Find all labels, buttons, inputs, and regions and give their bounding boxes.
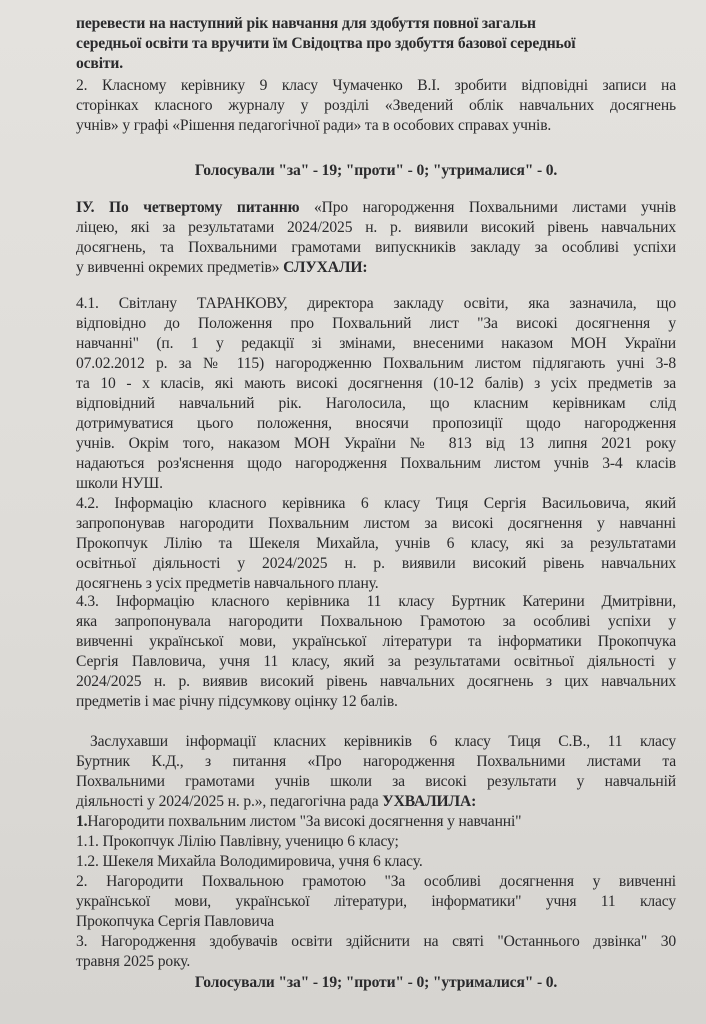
summary-tail: діяльності у 2024/2025 н. р.», педагогічна рада <box>76 793 379 810</box>
s4-heading-line-1 <box>76 198 676 218</box>
p41-line: надаються роз'яснення щодо нагородження Похвальним листом учнів 3-4 класів <box>76 455 676 472</box>
s3-vote: Голосували "за" - 19; "проти" - 0; "утрималися" - 0. <box>194 162 558 179</box>
p42-line: запропонував нагородити Похвальним листом за високі досягнення у навчанні <box>76 515 676 532</box>
s4-heading-bold: ІУ. По четвертому питанню <box>76 199 300 216</box>
p43-line: вивченні української мови, української літератури та інформатики Прокопчука <box>76 633 676 650</box>
summary-line <box>76 792 476 812</box>
s4-heading-line-3: досягнень, та Похвальними грамотами випускників закладу за особливі успіхи <box>76 239 676 256</box>
decision-2-line: 2. Нагородити Похвальною грамотою "За особливі досягнення у вивченні <box>76 873 676 890</box>
decision-2-line: української мови, української літератури, інформатики" учня 11 класу <box>76 893 676 910</box>
p41-line: відповідний навчальний рік. Наголосила, що класним керівникам слід <box>76 395 676 412</box>
p43-line: 4.3. Інформацію класного керівника 11 класу Буртник Катерини Дмитрівни, <box>76 593 676 610</box>
s3-line-3: освіти. <box>76 55 123 72</box>
p41-line: учнів. Окрім того, наказом МОН України № 813 від 13 липня 2021 року <box>76 435 676 452</box>
p41-line: дотримуватися цього положення, вносячи пропозиції щодо нагородження <box>76 415 676 432</box>
s3-line-1: перевести на наступний рік навчання для здобуття повної загальн <box>76 15 536 32</box>
s3-p2-line-1: 2. Класному керівнику 9 класу Чумаченко В.І. зробити відповідні записи на <box>76 77 676 94</box>
p43-line: 2024/2025 н. р. виявив високий рівень навчальних досягнень з цих навчальних <box>76 673 676 690</box>
p42-line: досягнень з усіх предметів навчального плану. <box>76 575 379 592</box>
decision-3-line: 3. Нагородження здобувачів освіти здійснити на святі "Останнього дзвінка" 30 <box>76 933 676 950</box>
decision-1-1: 1.1. Прокопчук Лілію Павлівну, ученицю 6 класу; <box>76 833 399 850</box>
p41-line: навчанні" (п. 1 у редакції зі змінами, внесеними наказом МОН України <box>76 335 676 352</box>
decided-label: УХВАЛИЛА: <box>382 793 477 810</box>
s4-vote: Голосували "за" - 19; "проти" - 0; "утрималися" - 0. <box>194 974 558 991</box>
s4-heading-line-4 <box>76 258 367 278</box>
p41-line: школи НУШ. <box>76 475 163 492</box>
decision-1-2: 1.2. Шекеля Михайла Володимировича, учня 6 класу. <box>76 853 423 870</box>
listened-label: СЛУХАЛИ: <box>283 259 368 276</box>
decision-3-line: травня 2025 року. <box>76 953 191 970</box>
p42-line: 4.2. Інформацію класного керівника 6 класу Тиця Сергія Васильовича, який <box>76 495 676 512</box>
s3-p2-line-3: учнів» у графі «Рішення педагогічної ради» та в особових справах учнів. <box>76 117 552 134</box>
summary-line: Похвальними грамотами учнів школи за високі результати у навчальній <box>76 773 676 790</box>
s3-line-2: середньої освіти та вручити їм Свідоцтва про здобуття базової середньої <box>76 35 576 52</box>
p43-line: предметів і має річну підсумкову оцінку 12 балів. <box>76 693 398 710</box>
p41-line: відповідно до Положення про Похвальний лист "За високі досягнення у <box>76 315 676 332</box>
p41-line: 4.1. Світлану ТАРАНКОВУ, директора закладу освіти, яка зазначила, що <box>76 295 676 312</box>
s4-heading-tail: у вивченні окремих предметів» <box>76 259 280 276</box>
p41-line: 07.02.2012 р. за № 115) нагородженню Похвальним листом підлягають учні 3-8 <box>76 355 676 372</box>
decision-2-line: Прокопчука Сергія Павловича <box>76 913 275 930</box>
decision-1-text: Нагородити похвальним листом "За високі досягнення у навчанні" <box>87 813 522 830</box>
p42-line: Прокопчук Лілію та Шекеля Михайла, учнів 6 класу, які за результатами <box>76 535 676 552</box>
p41-line: та 10 - х класів, які мають високі досягнення (10-12 балів) з усіх предметів за <box>76 375 676 392</box>
p43-line: Сергія Павловича, учня 11 класу, який за результатами освітньої діяльності у <box>76 653 676 670</box>
summary-line: Буртник К.Д., з питання «Про нагородження Похвальними листами та <box>76 753 676 770</box>
s4-heading-line-2: ліцею, які за результатами 2024/2025 н. р. виявили високий рівень навчальних <box>76 219 676 236</box>
decision-1-num: 1. <box>76 813 88 830</box>
summary-line: Заслухавши інформації класних керівників 6 класу Тиця С.В., 11 класу <box>90 733 676 750</box>
p43-line: яка запропонувала нагородити Похвальною Грамотою за особливі успіхи у <box>76 613 676 630</box>
s3-p2-line-2: сторінках класного журналу у розділі «Зведений облік навчальних досягнень <box>76 97 676 114</box>
s4-heading-rest: «Про нагородження Похвальними листами учнів <box>313 199 676 216</box>
decision-1 <box>76 812 521 832</box>
p42-line: освітньої діяльності у 2024/2025 н. р. виявили високий рівень навчальних <box>76 555 676 572</box>
